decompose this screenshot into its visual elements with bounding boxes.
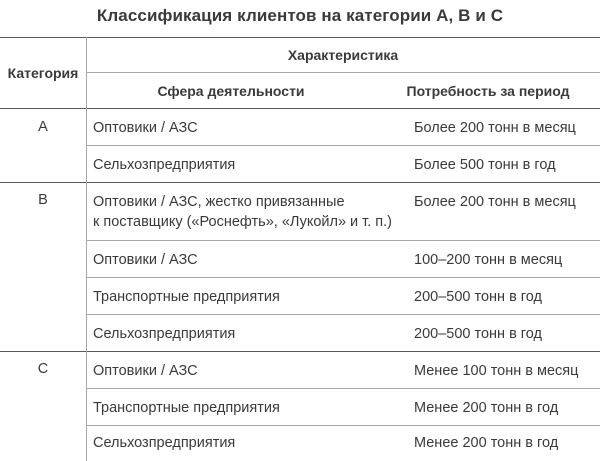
table-top-border <box>0 37 600 38</box>
category-label: А <box>38 119 48 135</box>
sphere-cell-line2: к поставщику («Роснефть», «Лукойл» и т. п.) <box>93 214 392 230</box>
need-cell: 200–500 тонн в год <box>414 289 542 305</box>
row-divider <box>86 240 600 241</box>
header-category: Категория <box>7 65 79 81</box>
need-cell: Более 500 тонн в год <box>414 157 556 173</box>
sphere-cell: Сельхозпредприятия <box>93 326 236 342</box>
header-divider-line <box>86 72 600 73</box>
sphere-cell: Оптовики / АЗС <box>93 120 198 136</box>
row-divider <box>86 314 600 315</box>
group-divider <box>0 182 600 183</box>
sphere-cell: Оптовики / АЗС <box>93 363 198 379</box>
sphere-cell: Сельхозпредприятия <box>93 435 236 451</box>
need-cell: 100–200 тонн в месяц <box>414 252 563 268</box>
category-label: В <box>38 192 48 208</box>
sphere-cell: Оптовики / АЗС <box>93 252 198 268</box>
need-cell: Менее 100 тонн в месяц <box>414 363 579 379</box>
row-divider <box>86 277 600 278</box>
row-divider <box>86 145 600 146</box>
header-need: Потребность за период <box>406 83 570 99</box>
table-title: Классификация клиентов на категории А, В и С <box>96 6 504 25</box>
header-characteristic: Характеристика <box>287 47 399 63</box>
header-bottom-border <box>0 108 600 109</box>
row-divider <box>86 388 600 389</box>
need-cell: Менее 200 тонн в год <box>414 400 559 416</box>
sphere-cell: Сельхозпредприятия <box>93 157 236 173</box>
category-label: С <box>37 361 49 377</box>
header-sphere: Сфера деятельности <box>157 83 305 99</box>
need-cell: Менее 200 тонн в год <box>414 435 559 451</box>
need-cell: Более 200 тонн в месяц <box>414 120 576 136</box>
sphere-cell: Транспортные предприятия <box>93 400 280 416</box>
need-cell: Более 200 тонн в месяц <box>414 194 576 210</box>
sphere-cell: Транспортные предприятия <box>93 289 280 305</box>
need-cell: 200–500 тонн в год <box>414 326 542 342</box>
row-divider <box>86 425 600 426</box>
group-divider <box>0 351 600 352</box>
sphere-cell: Оптовики / АЗС, жестко привязанные <box>93 194 345 210</box>
